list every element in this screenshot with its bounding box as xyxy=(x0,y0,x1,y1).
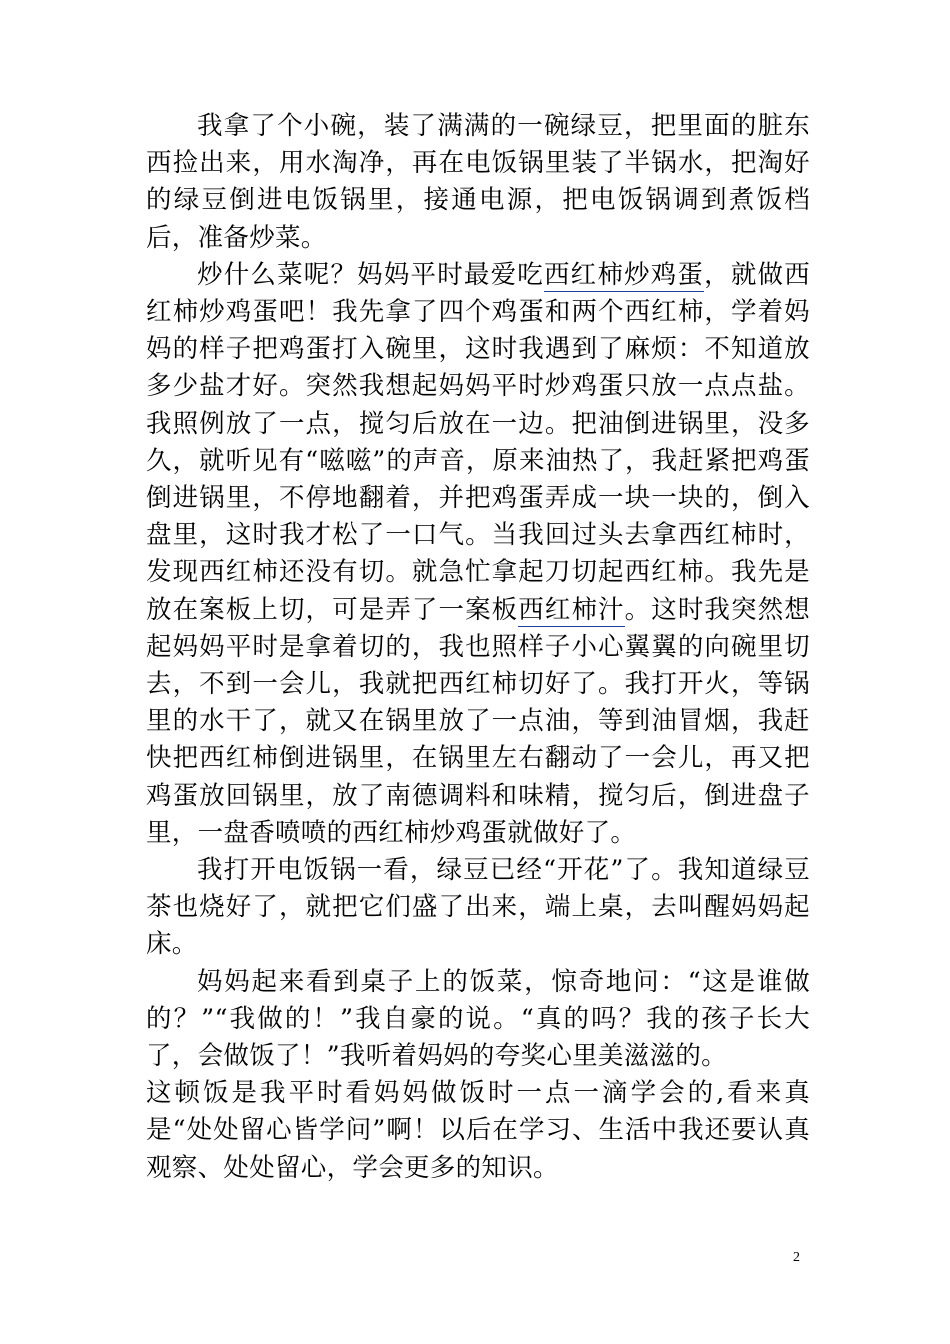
paragraph-1 xyxy=(146,108,810,257)
text-segment: 我打开电饭锅一看，绿豆已经“开花”了。我知道绿豆茶也烧好了，就把它们盛了出来，端上桌，去叫醒妈妈起床。 xyxy=(146,855,810,960)
page-number: 2 xyxy=(793,1250,800,1265)
underlined-phrase: 西红柿汁 xyxy=(518,594,625,625)
paragraph-3 xyxy=(146,852,810,964)
paragraph-2 xyxy=(146,257,810,852)
underlined-phrase: 西红柿炒鸡蛋 xyxy=(543,259,705,290)
text-segment: 。这时我突然想起妈妈平时是拿着切的，我也照样子小心翼翼的向碗里切去，不到一会儿，我就把西红柿切好了。我打开火，等锅里的水干了，就又在锅里放了一点油，等到油冒烟，我赶快把西红柿倒进锅里，在锅里左右翻动了一会儿，再又把鸡蛋放回锅里，放了南德调料和味精，搅匀后，倒进盘子里，一盘香喷喷的西红柿炒鸡蛋就做好了。 xyxy=(146,594,811,848)
paragraph-5 xyxy=(146,1075,810,1187)
text-segment: 这顿饭是我平时看妈妈做饭时一点一滴学会的,看来真是“处处留心皆学问”啊！以后在学习、生活中我还要认真观察、处处留心，学会更多的知识。 xyxy=(146,1078,810,1183)
text-segment: 炒什么菜呢？妈妈平时最爱吃 xyxy=(197,259,544,290)
text-segment: 我拿了个小碗，装了满满的一碗绿豆，把里面的脏东西捡出来，用水淘净，再在电饭锅里装了半锅水，把淘好的绿豆倒进电饭锅里，接通电源，把电饭锅调到煮饭档后，准备炒菜。 xyxy=(146,111,810,253)
text-segment: ，就做西红柿炒鸡蛋吧！我先拿了四个鸡蛋和两个西红柿，学着妈妈的样子把鸡蛋打入碗里，这时我遇到了麻烦：不知道放多少盐才好。突然我想起妈妈平时炒鸡蛋只放一点点盐。我照例放了一点，搅匀后放在一边。把油倒进锅里，没多久，就听见有“嗞嗞”的声音，原来油热了，我赶紧把鸡蛋倒进锅里，不停地翻着，并把鸡蛋弄成一块一块的，倒入盘里，这时我才松了一口气。当我回过头去拿西红柿时，发现西红柿还没有切。就急忙拿起刀切起西红柿。我先是放在案板上切，可是弄了一案板 xyxy=(146,259,810,625)
text-segment: 妈妈起来看到桌子上的饭菜，惊奇地问：“这是谁做的？”“我做的！”我自豪的说。“真的吗？我的孩子长大了，会做饭了！”我听着妈妈的夸奖心里美滋滋的。 xyxy=(146,966,810,1072)
document-body xyxy=(146,108,810,1187)
paragraph-4 xyxy=(146,964,810,1076)
